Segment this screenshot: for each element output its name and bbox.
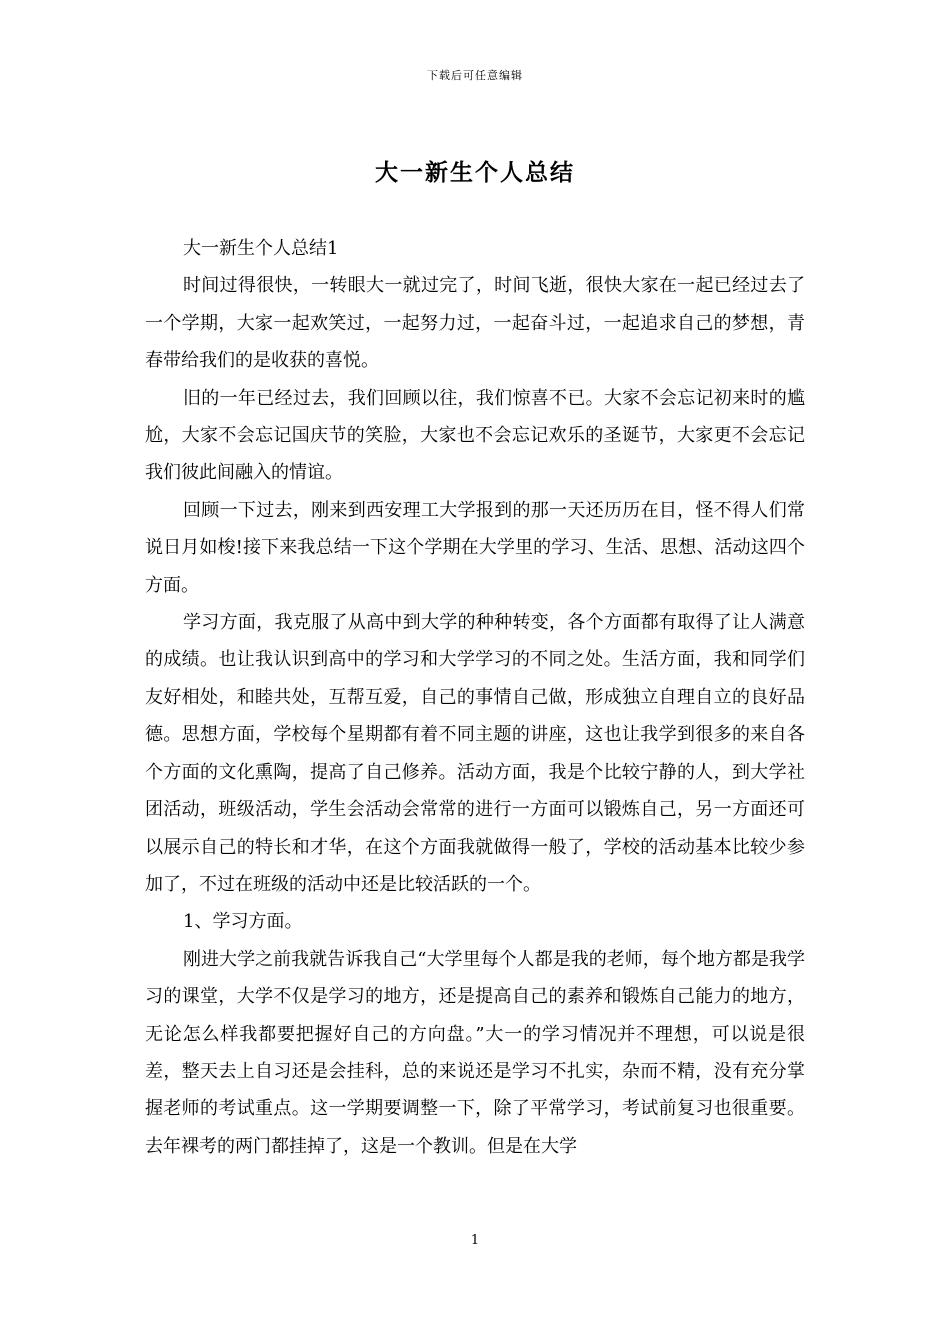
document-body	[145, 230, 805, 1165]
header-note: 下载后可任意编辑	[427, 69, 523, 82]
document-title: 大一新生个人总结	[375, 159, 575, 186]
paragraph: 旧的一年已经过去，我们回顾以往，我们惊喜不已。大家不会忘记初来时的尴尬，大家不会忘记国庆节的笑脸，大家也不会忘记欢乐的圣诞节，大家更不会忘记我们彼此间融入的情谊。	[145, 387, 805, 484]
subsection-heading: 1、学习方面。	[183, 911, 303, 933]
paragraph: 刚进大学之前我就告诉我自己“大学里每个人都是我的老师，每个地方都是我学习的课堂，大学不仅是学习的地方，还是提高自己的素养和锻炼自己能力的地方，无论怎么样我都要把握好自己的方向盘。”大一的学习情况并不理想，可以说是很差，整天去上自习还是会挂科，总的来说还是学习不扎实，杂而不精，没有充分掌握老师的考试重点。这一学期要调整一下，除了平常学习，考试前复习也很重要。去年裸考的两门都挂掉了，这是一个教训。但是在大学	[145, 948, 805, 1157]
section-heading: 大一新生个人总结1	[183, 238, 339, 259]
paragraph: 时间过得很快，一转眼大一就过完了，时间飞逝，很快大家在一起已经过去了一个学期，大家一起欢笑过，一起努力过，一起奋斗过，一起追求自己的梦想，青春带给我们的是收获的喜悦。	[145, 275, 805, 372]
paragraph: 学习方面，我克服了从高中到大学的种种转变，各个方面都有取得了让人满意的成绩。也让我认识到高中的学习和大学学习的不同之处。生活方面，我和同学们友好相处，和睦共处，互帮互爱，自己的事情自己做，形成独立自理自立的良好品德。思想方面，学校每个星期都有着不同主题的讲座，这也让我学到很多的来自各个方面的文化熏陶，提高了自己修养。活动方面，我是个比较宁静的人，到大学社团活动，班级活动，学生会活动会常常的进行一方面可以锻炼自己，另一方面还可以展示自己的特长和才华，在这个方面我就做得一般了，学校的活动基本比较少参加了，不过在班级的活动中还是比较活跃的一个。	[145, 612, 805, 895]
page-number: 1	[470, 1233, 480, 1248]
paragraph: 回顾一下过去，刚来到西安理工大学报到的那一天还历历在目，怪不得人们常说日月如梭!接下来我总结一下这个学期在大学里的学习、生活、思想、活动这四个方面。	[145, 499, 805, 596]
